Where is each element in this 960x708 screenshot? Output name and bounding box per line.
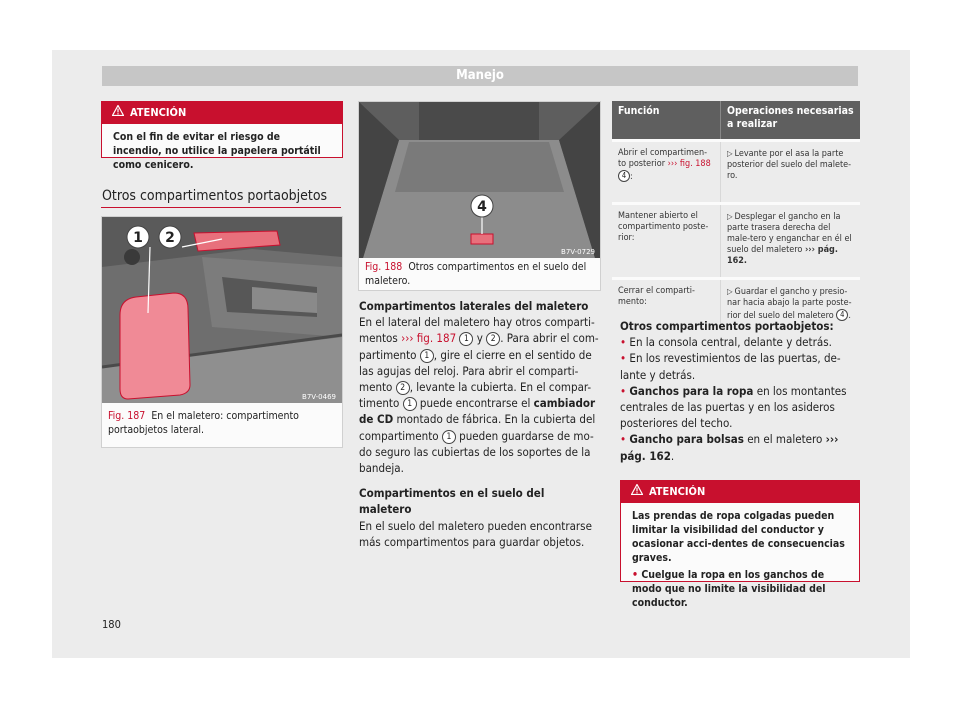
- warning-triangle-icon: [631, 481, 643, 503]
- list-title: Otros compartimentos portaobjetos:: [620, 319, 834, 333]
- bullet-icon: •: [620, 383, 627, 398]
- warning-label: ATENCIÓN: [130, 106, 187, 119]
- warning-text: Con el fin de evitar el riesgo de incendio, no utilice la papelera portátil como cenicero.: [113, 131, 321, 171]
- callout-number: 4: [618, 170, 630, 182]
- caption-text: En el maletero: compartimento portaobjetos lateral.: [108, 410, 299, 436]
- list-item: • En los revestimientos de las puertas, de-lante y detrás.: [620, 351, 841, 382]
- figure-code: B7V-0469: [302, 393, 336, 401]
- triangle-right-icon: ▷: [727, 287, 733, 296]
- figure-ref: Fig. 188: [365, 261, 403, 273]
- list-section: [620, 318, 860, 464]
- function-table: [612, 101, 860, 328]
- figure-187-image: [102, 217, 342, 403]
- fig-187-link[interactable]: ››› fig. 187: [401, 331, 457, 346]
- callout-2: 2: [165, 230, 175, 246]
- warning-label: ATENCIÓN: [649, 485, 706, 498]
- triangle-right-icon: ▷: [727, 212, 733, 221]
- callout-4: 4: [477, 199, 487, 215]
- table-cell-function: Cerrar el comparti-mento:: [612, 279, 721, 329]
- callout-number: 1: [442, 430, 456, 444]
- bullet-icon: •: [620, 351, 627, 366]
- figure-187-box: [101, 216, 343, 448]
- callout-number: 1: [420, 349, 434, 363]
- bullet-icon: •: [620, 432, 627, 447]
- caption-text: Otros compartimentos en el suelo del maletero.: [365, 261, 587, 287]
- page-number: 180: [102, 618, 121, 631]
- table-row: [612, 141, 860, 204]
- list-item: • En la consola central, delante y detrás.: [620, 335, 832, 350]
- paragraph-lateral: En el lateral del maletero hay otros comparti-mentos ››› fig. 187 1 y 2 . Para abrir el com-partimento 1 , gire el cierre en el sentido de las agujas del reloj. Para abrir el comparti-mento 2 , levante la cubierta. En el compar-timento 1 puede encontrarse el cambiador de CD montado de fábrica. En la cubierta del compartimento 1 pueden guardarse de mo-do seguro las cubiertas de los soportes de la bandeja.: [359, 315, 599, 476]
- table-cell-operation: ▷ Levante por el asa la parte posterior del suelo del malete-ro.: [721, 141, 861, 204]
- table-header-function: Función: [612, 101, 721, 141]
- list-item: • Ganchos para la ropa en los montantes centrales de las puertas y en los asideros posteriores del techo.: [620, 383, 847, 431]
- callout-number: 2: [486, 332, 500, 346]
- bold-term: cambiador de CD: [359, 396, 596, 427]
- callout-1: 1: [133, 230, 143, 246]
- warning-text: Las prendas de ropa colgadas pueden limitar la visibilidad del conductor y ocasionar acci-dentes de consecuencias graves. • Cuelgue la ropa en los ganchos de modo que no limite la visibilidad del conductor.: [632, 510, 845, 609]
- warning-box-clothes: [620, 480, 860, 609]
- bullet-icon: •: [632, 569, 639, 581]
- callout-number: 4: [836, 309, 848, 321]
- table-header-operations: Operaciones necesarias a realizar: [721, 101, 861, 141]
- table-cell-function: Mantener abierto el compartimento poste-rior:: [612, 204, 721, 279]
- bullet-icon: •: [620, 335, 627, 350]
- fig-188-link[interactable]: ››› fig. 188: [667, 159, 711, 169]
- table-header-row: [612, 101, 860, 141]
- body-text-column: [359, 298, 599, 550]
- page-162-link[interactable]: ››› pág. 162: [620, 432, 839, 463]
- warning-header: [621, 481, 859, 503]
- warning-box-fire: [101, 101, 343, 171]
- table-cell-function: Abrir el compartimen-to posterior ››› fig. 188 4 :: [612, 141, 721, 204]
- heading-suelo: Compartimentos en el suelo del maletero: [359, 486, 545, 517]
- list-item: • Gancho para bolsas en el maletero ››› pág. 162.: [620, 432, 839, 463]
- warning-triangle-icon: [112, 102, 124, 124]
- figure-187-caption: [108, 409, 336, 437]
- table-cell-operation: ▷ Guardar el gancho y presio-nar hacia abajo la parte poste-rior del suelo del maletero 4 .: [721, 279, 861, 329]
- paragraph-suelo: En el suelo del maletero pueden encontrarse más compartimentos para guardar objetos.: [359, 518, 592, 549]
- figure-code: B7V-0729: [561, 248, 595, 256]
- table-cell-operation: ▷ Desplegar el gancho en la parte trasera derecha del male-tero y enganchar en él el suelo del maletero ››› pág. 162.: [721, 204, 861, 279]
- heading-lateral: Compartimentos laterales del maletero: [359, 299, 589, 313]
- section-divider: [101, 207, 341, 208]
- callout-number: 1: [403, 397, 417, 411]
- page-header: Manejo: [102, 66, 858, 86]
- figure-188-box: [358, 101, 601, 291]
- page-162-link[interactable]: ››› pág. 162.: [727, 245, 838, 266]
- figure-188-caption: [365, 260, 593, 288]
- figure-188-image: [359, 102, 600, 258]
- figure-ref: Fig. 187: [108, 410, 146, 422]
- callout-number: 2: [396, 381, 410, 395]
- triangle-right-icon: ▷: [727, 149, 733, 158]
- warning-header: [102, 102, 342, 124]
- callout-number: 1: [459, 332, 473, 346]
- section-title: Otros compartimentos portaobjetos: [102, 188, 328, 204]
- table-row: [612, 204, 860, 279]
